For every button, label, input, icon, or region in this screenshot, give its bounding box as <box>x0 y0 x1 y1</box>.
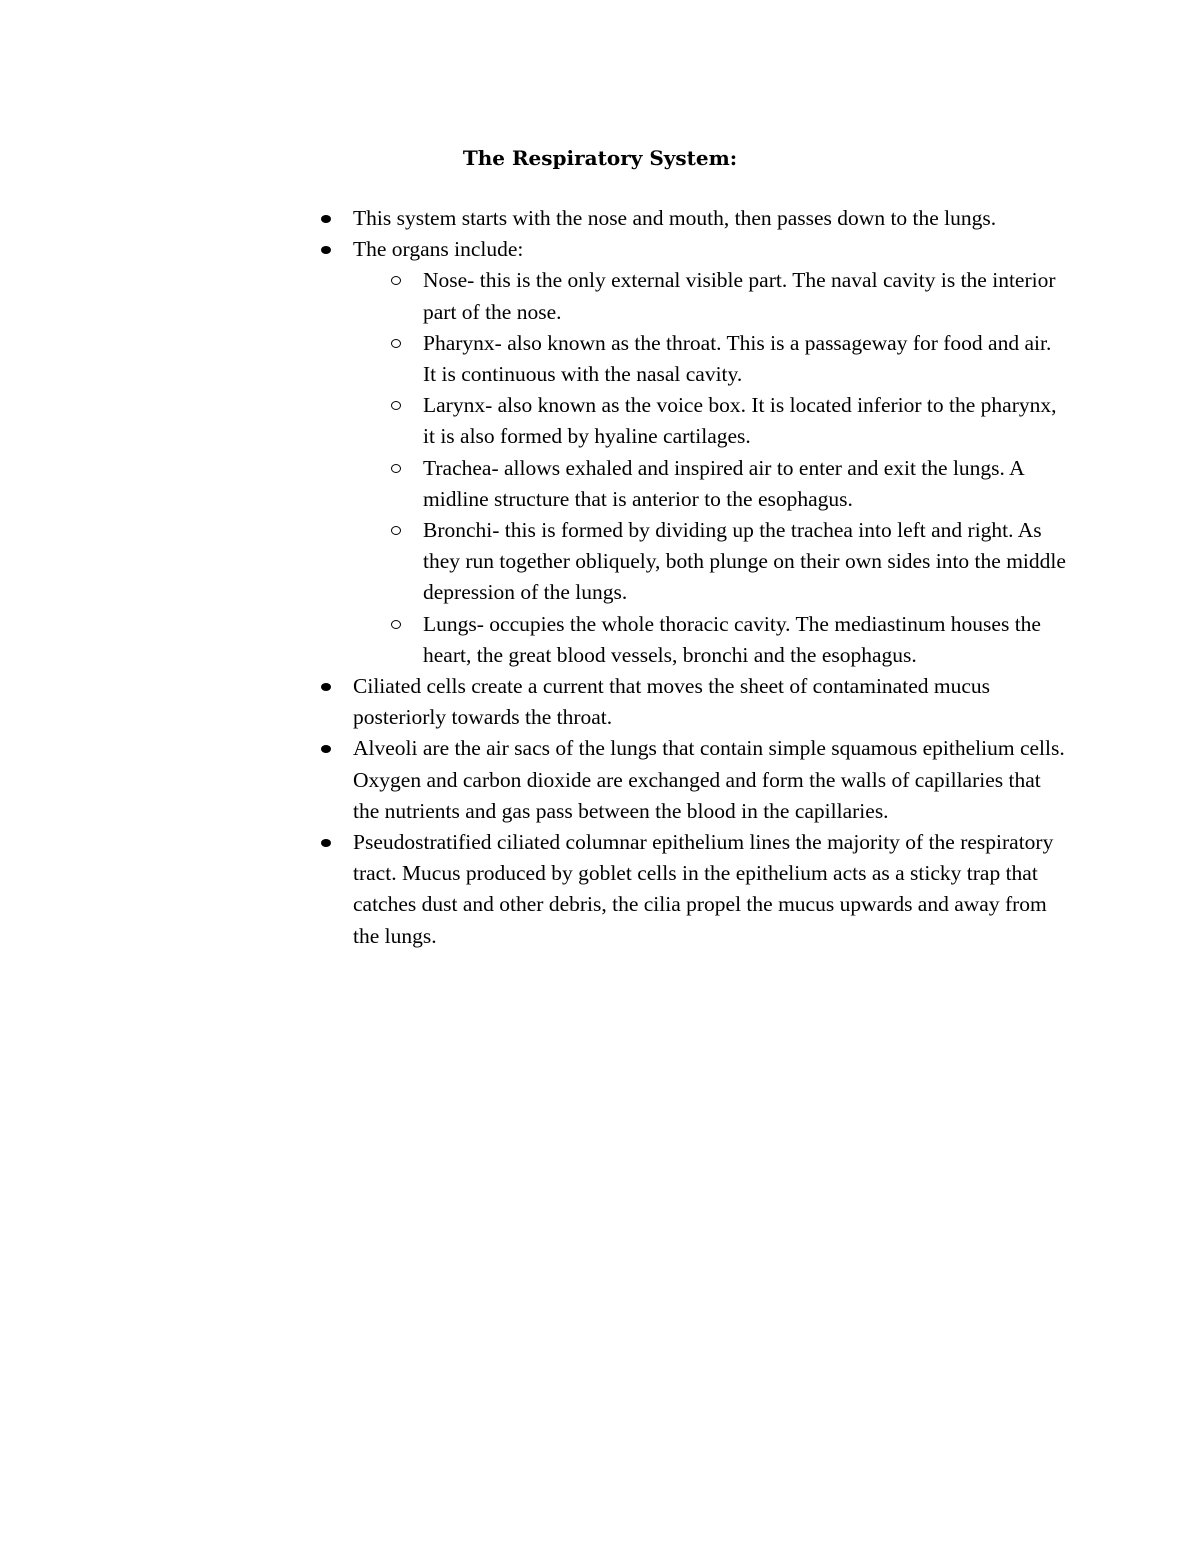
page-title: The Respiratory System: <box>462 146 738 170</box>
bullet-item-organs <box>318 234 1068 265</box>
hollow-circle-bullet-icon <box>391 276 401 285</box>
bullet-text: Alveoli are the air sacs of the lungs that contain simple squamous epithelium cells. Oxygen and carbon dioxide are exchanged and form the walls of capillaries that the nutrients and gas pass between the blood in the capillaries. <box>353 736 1065 823</box>
bullet-item-pseudostratified <box>318 827 1068 952</box>
bullet-text: Ciliated cells create a current that moves the sheet of contaminated mucus posteriorly towards the throat. <box>353 674 990 730</box>
bullet-icon <box>321 839 331 847</box>
bullet-item-system-overview <box>318 203 1068 234</box>
sub-item-larynx <box>318 390 1068 452</box>
sub-item-text: Larynx- also known as the voice box. It is located inferior to the pharynx, it is also formed by hyaline cartilages. <box>423 393 1057 449</box>
bullet-item-ciliated-cells <box>318 671 1068 733</box>
hollow-circle-bullet-icon <box>391 620 401 629</box>
hollow-circle-bullet-icon <box>391 401 401 410</box>
bullet-list <box>318 203 1068 952</box>
sub-item-pharynx <box>318 328 1068 390</box>
bullet-icon <box>321 246 331 254</box>
bullet-text: The organs include: <box>353 237 524 262</box>
sub-item-text: Pharynx- also known as the throat. This is a passageway for food and air. It is continuous with the nasal cavity. <box>423 330 1052 387</box>
sub-item-text: Bronchi- this is formed by dividing up the trachea into left and right. As they run together obliquely, both plunge on their own sides into the middle depression of the lungs. <box>423 518 1066 605</box>
sub-item-lungs <box>318 609 1068 671</box>
bullet-icon <box>321 215 331 223</box>
bullet-icon <box>321 683 331 691</box>
bullet-text: Pseudostratified ciliated columnar epithelium lines the majority of the respiratory tract. Mucus produced by goblet cells in the epithelium acts as a sticky trap that catches dust and other debris, the cilia propel the mucus upwards and away from the lungs. <box>353 830 1054 948</box>
hollow-circle-bullet-icon <box>391 339 401 348</box>
organ-sub-list <box>318 265 1068 671</box>
bullet-icon <box>321 745 331 753</box>
sub-item-nose <box>318 265 1068 327</box>
sub-item-text: Nose- this is the only external visible part. The naval cavity is the interior part of the nose. <box>423 268 1056 324</box>
sub-item-text: Trachea- allows exhaled and inspired air to enter and exit the lungs. A midline structure that is anterior to the esophagus. <box>423 455 1024 511</box>
bullet-text: This system starts with the nose and mouth, then passes down to the lungs. <box>353 206 997 230</box>
sub-item-bronchi <box>318 515 1068 609</box>
hollow-circle-bullet-icon <box>391 464 401 473</box>
hollow-circle-bullet-icon <box>391 526 401 535</box>
sub-item-text: Lungs- occupies the whole thoracic cavity. The mediastinum houses the heart, the great blood vessels, bronchi and the esophagus. <box>423 611 1041 667</box>
sub-item-trachea <box>318 453 1068 515</box>
bullet-item-alveoli <box>318 733 1068 827</box>
